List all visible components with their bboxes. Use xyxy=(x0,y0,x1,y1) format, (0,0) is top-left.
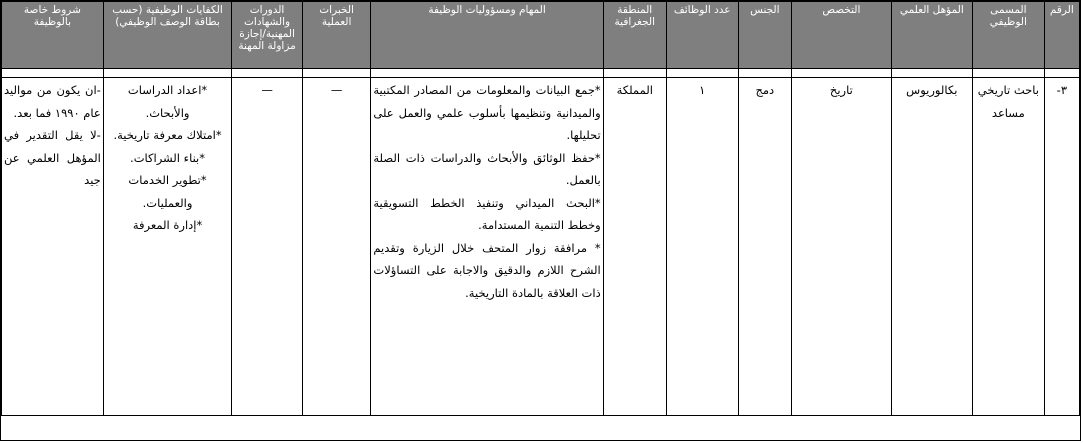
cell-tasks xyxy=(371,78,603,416)
task-item: *البحث الميداني وتنفيذ الخطط التسويقية وخطط التنمية المستدامة. xyxy=(373,195,601,232)
spacer-row xyxy=(2,69,1080,78)
competency-item: *بناء الشراكات. xyxy=(130,150,205,165)
cell-number: ٣- xyxy=(1044,78,1079,416)
cell-qualification: بكالوريوس xyxy=(891,78,972,416)
cell-region: المملكة xyxy=(603,78,666,416)
header-competencies: الكفايات الوظيفية (حسب بطاقة الوصف الوظيفي) xyxy=(103,2,231,69)
header-conditions: شروط خاصة بالوظيفة xyxy=(2,2,104,69)
competency-item: *إدارة المعرفة xyxy=(132,218,203,232)
job-table xyxy=(1,1,1080,416)
header-gender: الجنس xyxy=(738,2,792,69)
table-row xyxy=(2,78,1080,416)
task-item: *حفظ الوثائق والأبحاث والدراسات ذات الصلة بالعمل. xyxy=(373,150,601,187)
task-item: *جمع البيانات والمعلومات من المصادر المكتبية والميدانية وتنظيمها بأسلوب علمي والعمل على تحليلها. xyxy=(373,83,601,142)
condition-item: -لا يقل التقدير في المؤهل العلمي عن جيد xyxy=(4,128,101,187)
competency-item: *امتلاك معرفة تاريخية. xyxy=(113,128,222,142)
header-qualification: المؤهل العلمي xyxy=(891,2,972,69)
cell-competencies xyxy=(103,78,231,416)
header-row xyxy=(2,2,1080,69)
header-job-title: المسمى الوظيفي xyxy=(972,2,1044,69)
cell-job-title: باحث تاريخي مساعد xyxy=(972,78,1044,416)
cell-conditions xyxy=(2,78,104,416)
cell-experience: — xyxy=(302,78,371,416)
competency-item: *تطوير الخدمات والعمليات. xyxy=(128,173,207,210)
header-number: الرقم xyxy=(1044,2,1079,69)
cell-gender: دمج xyxy=(738,78,792,416)
header-experience: الخبرات العملية xyxy=(302,2,371,69)
header-job-count: عدد الوظائف xyxy=(666,2,738,69)
header-courses: الدورات والشهادات المهنية/إجازة مزاولة المهنة xyxy=(232,2,303,69)
header-specialization: التخصص xyxy=(792,2,892,69)
condition-item: -ان يكون من مواليد عام ١٩٩٠ فما بعد. xyxy=(4,83,101,120)
cell-job-count: ١ xyxy=(666,78,738,416)
header-region: المنطقة الجغرافية xyxy=(603,2,666,69)
cell-courses: — xyxy=(232,78,303,416)
task-item: * مرافقة زوار المتحف خلال الزيارة وتقديم الشرح اللازم والدقيق والاجابة على التساؤلات ذات العلاقة بالمادة التاريخية. xyxy=(373,240,601,300)
cell-specialization: تاريخ xyxy=(792,78,892,416)
competency-item: *اعداد الدراسات والأبحاث. xyxy=(127,83,208,120)
header-tasks: المهام ومسؤوليات الوظيفة xyxy=(371,2,603,69)
